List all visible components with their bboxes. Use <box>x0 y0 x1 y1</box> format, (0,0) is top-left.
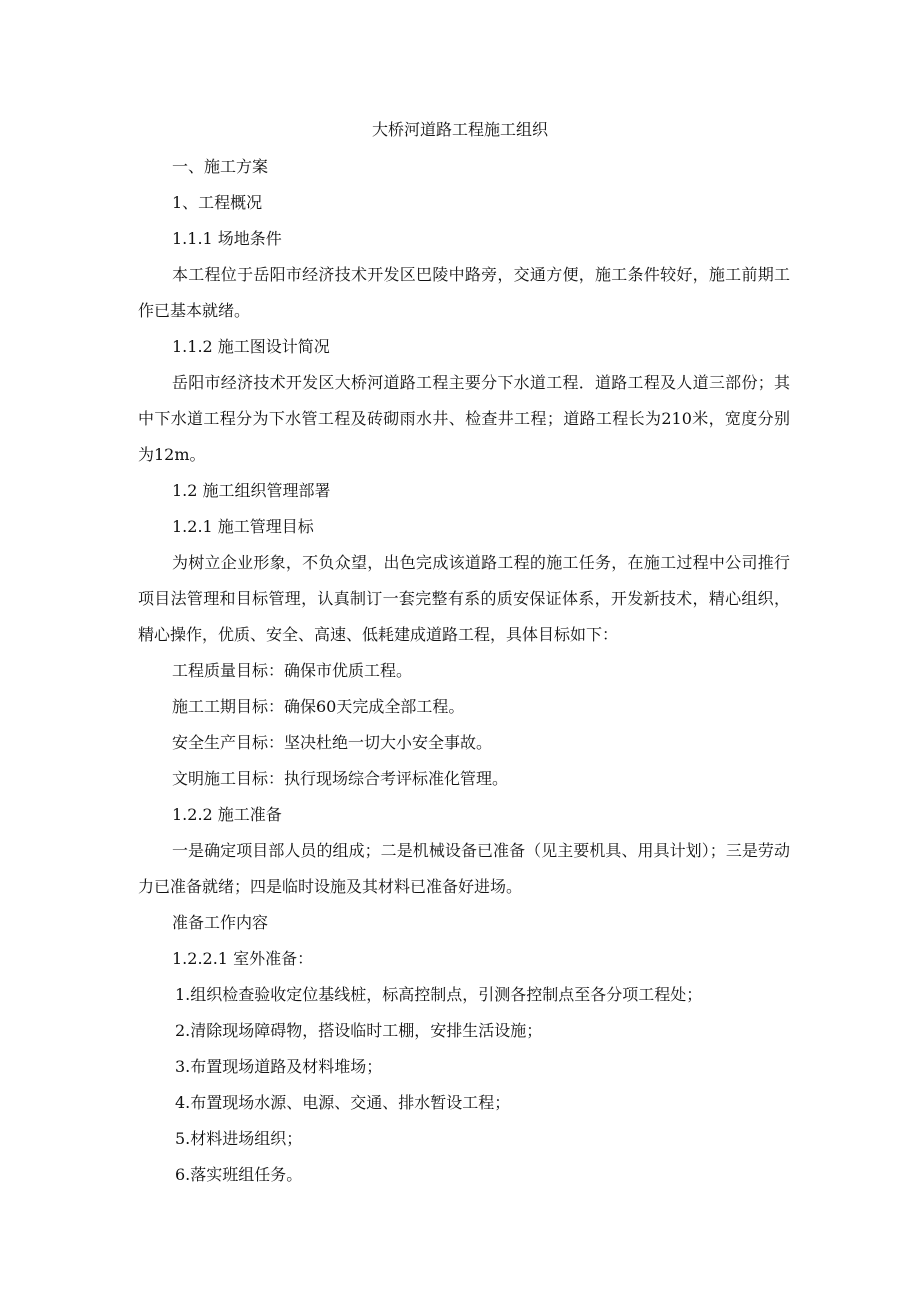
paragraph-site-conditions: 本工程位于岳阳市经济技术开发区巴陵中路旁，交通方便，施工条件较好，施工前期工作已基本就绪。 <box>138 265 790 320</box>
section-heading-1-2: 1.2 施工组织管理部署 <box>172 481 331 500</box>
list-item: 2.清除现场障碍物，搭设临时工棚，安排生活设施； <box>175 1021 543 1040</box>
paragraph-preparation: 一是确定项目部人员的组成；二是机械设备已准备（见主要机具、用具计划）；三是劳动力已准备就绪；四是临时设施及其材料已准备好进场。 <box>138 841 790 896</box>
goal-quality: 工程质量目标：确保市优质工程。 <box>172 661 413 680</box>
goal-schedule: 施工工期目标：确保60天完成全部工程。 <box>172 697 465 716</box>
list-item: 1.组织检查验收定位基线桩，标高控制点，引测各控制点至各分项工程处； <box>175 985 703 1004</box>
section-heading-1-2-2-1: 1.2.2.1 室外准备： <box>172 949 314 968</box>
document-title: 大桥河道路工程施工组织 <box>371 120 548 139</box>
goal-civilized: 文明施工目标：执行现场综合考评标准化管理。 <box>172 769 509 788</box>
section-heading-1-1-1: 1.1.1 场地条件 <box>172 229 282 248</box>
goal-safety: 安全生产目标：坚决杜绝一切大小安全事故。 <box>172 733 493 752</box>
preparation-content-heading: 准备工作内容 <box>172 913 269 932</box>
list-item: 4.布置现场水源、电源、交通、排水暂设工程； <box>175 1093 511 1112</box>
list-item: 5.材料进场组织； <box>175 1129 303 1148</box>
list-item: 6.落实班组任务。 <box>175 1165 303 1184</box>
section-heading-1-2-2: 1.2.2 施工准备 <box>172 805 282 824</box>
paragraph-design-summary: 岳阳市经济技术开发区大桥河道路工程主要分下水道工程．道路工程及人道三部份；其中下水道工程分为下水管工程及砖砌雨水井、检查井工程；道路工程长为210米，宽度分别为12m。 <box>138 373 790 464</box>
section-heading-1-1-2: 1.1.2 施工图设计简况 <box>172 337 330 356</box>
paragraph-management-goals: 为树立企业形象，不负众望，出色完成该道路工程的施工任务，在施工过程中公司推行项目法管理和目标管理，认真制订一套完整有系的质安保证体系，开发新技术，精心组织，精心操作，优质、安全、高速、低耗建成道路工程，具体目标如下： <box>138 553 790 644</box>
section-heading-1: 一、施工方案 <box>172 157 269 176</box>
section-heading-1-1: 1、工程概况 <box>172 193 263 212</box>
section-heading-1-2-1: 1.2.1 施工管理目标 <box>172 517 314 536</box>
list-item: 3.布置现场道路及材料堆场； <box>175 1057 383 1076</box>
